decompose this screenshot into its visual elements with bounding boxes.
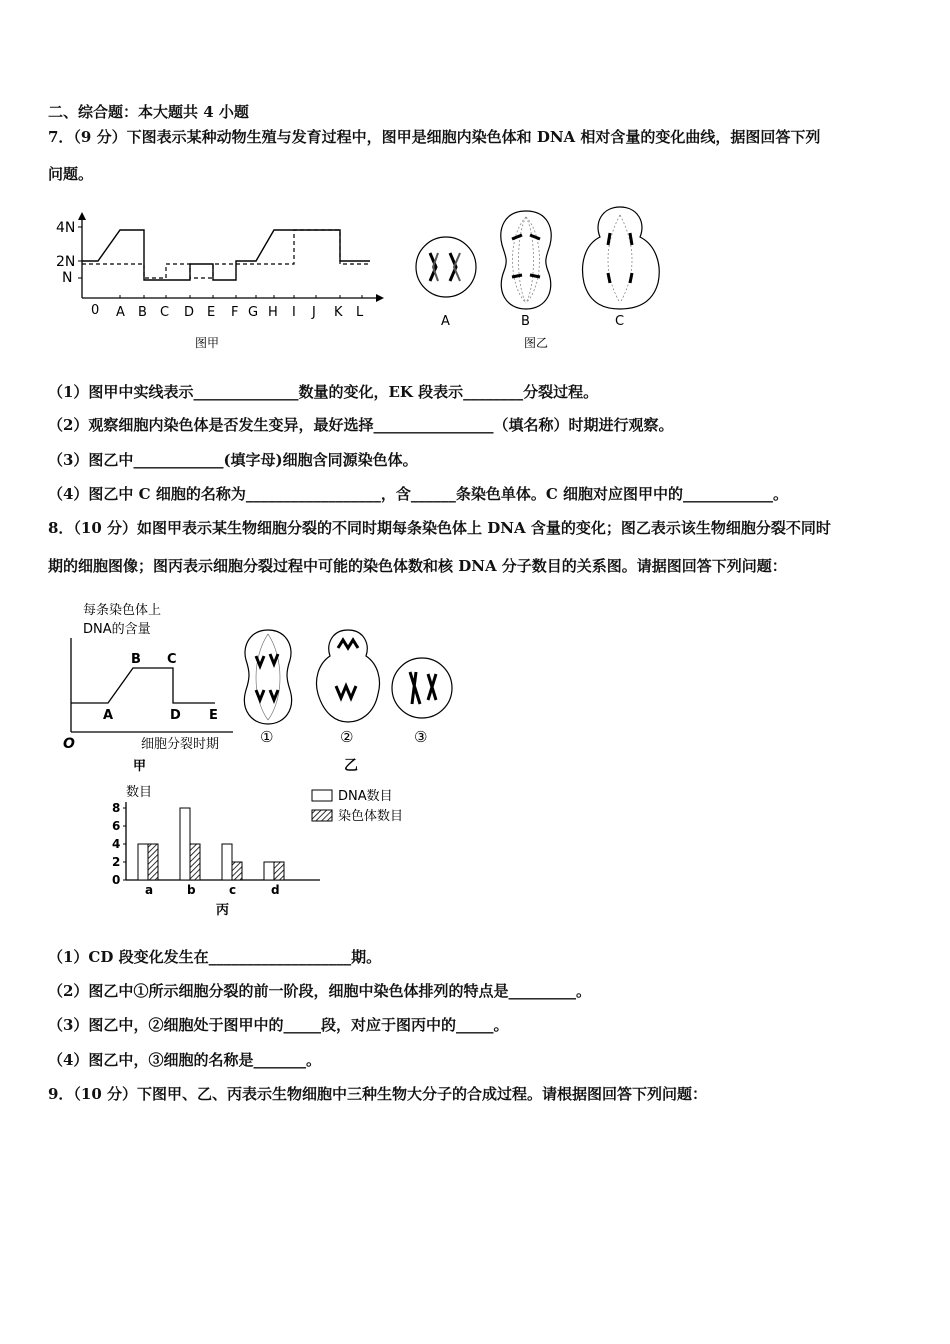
- point-label-c: C: [167, 652, 177, 667]
- q7-sub-4: （4）图乙中 C 细胞的名称为__________________，含______条染色单体。C 细胞对应图甲中的____________。: [48, 485, 788, 503]
- q8-figure-jia: [55, 596, 245, 776]
- legend-swatch-dna: [312, 790, 332, 801]
- bar-d-chromosome: [274, 862, 284, 880]
- q7-intro-line-2: 问题。: [48, 165, 94, 183]
- cell-3-drawing: [392, 658, 452, 718]
- x-label-g: G: [248, 305, 259, 320]
- cell-a-drawing: [416, 237, 476, 297]
- x-title: 细胞分裂时期: [141, 737, 220, 752]
- q7-figure-jia: [50, 210, 390, 355]
- x-label-e: E: [207, 305, 216, 320]
- cell-label-c: C: [615, 314, 625, 329]
- chart-y-title: 数目: [126, 785, 153, 800]
- q8-intro-line-2: 期的细胞图像；图丙表示细胞分裂过程中可能的染色体数和核 DNA 分子数目的关系图。请据图回答下列问题：: [48, 557, 787, 575]
- fig-caption-jia: 图甲: [195, 336, 220, 350]
- q8-sub-3: （3）图乙中，②细胞处于图甲中的_____段，对应于图丙中的_____。: [48, 1016, 509, 1034]
- q7-sub-2: （2）观察细胞内染色体是否发生变异，最好选择________________（填名称）时期进行观察。: [48, 416, 674, 434]
- point-label-b: B: [131, 652, 141, 667]
- bar-a-dna: [138, 844, 148, 880]
- q8-sub-4: （4）图乙中，③细胞的名称是_______。: [48, 1051, 321, 1069]
- chart-caption-bing: 丙: [216, 903, 230, 918]
- fig-caption-yi: 乙: [344, 758, 358, 774]
- point-label-d: D: [170, 708, 181, 723]
- fig-caption-jia: 甲: [133, 759, 147, 774]
- q8-sub-1: （1）CD 段变化发生在___________________期。: [48, 948, 382, 966]
- cell-b-drawing: [501, 211, 551, 309]
- y-tick-label: 0: [112, 873, 121, 887]
- x-label-i: I: [292, 305, 296, 320]
- x-category-label-c: c: [229, 883, 237, 897]
- bar-b-chromosome: [190, 844, 200, 880]
- x-label-b: B: [138, 305, 147, 320]
- q9-intro: 9．（10 分）下图甲、乙、丙表示生物细胞中三种生物大分子的合成过程。请根据图回答下列问题：: [48, 1085, 708, 1103]
- cell-label-a: A: [441, 314, 450, 329]
- cell-1-drawing: [244, 630, 291, 724]
- y-tick-label: 8: [112, 801, 121, 815]
- y-title-line-2: DNA的含量: [83, 622, 151, 637]
- x-axis-arrow-icon: [376, 294, 384, 302]
- x-category-label-d: d: [271, 883, 280, 897]
- cell-c-drawing: [583, 207, 660, 309]
- cell-label-3: ③: [414, 728, 428, 746]
- legend-label-chromosome: 染色体数目: [338, 809, 404, 824]
- x-label-j: J: [312, 305, 316, 320]
- bar-d-dna: [264, 862, 274, 880]
- q7-sub-3: （3）图乙中____________(填字母)细胞含同源染色体。: [48, 451, 418, 469]
- q7-sub-1: （1）图甲中实线表示______________数量的变化，EK 段表示________分裂过程。: [48, 383, 599, 401]
- dashed-curve: [82, 230, 370, 278]
- legend-swatch-chromosome: [312, 810, 332, 821]
- x-label-a: A: [116, 305, 125, 320]
- origin-label: O: [63, 736, 75, 752]
- q7-figure-yi: [408, 205, 668, 355]
- legend-label-dna: DNA数目: [338, 789, 393, 804]
- point-label-e: E: [209, 708, 218, 723]
- x-label-c: C: [160, 305, 170, 320]
- bar-a-chromosome: [148, 844, 158, 880]
- y-label-4n: 4N: [56, 220, 76, 236]
- bar-b-dna: [180, 808, 190, 880]
- solid-curve: [82, 230, 370, 280]
- y-tick-label: 4: [112, 837, 121, 851]
- point-label-a: A: [103, 708, 114, 723]
- x-label-d: D: [184, 305, 195, 320]
- q8-intro-line-1: 8．（10 分）如图甲表示某生物细胞分裂的不同时期每条染色体上 DNA 含量的变化；图乙表示该生物细胞分裂不同时: [48, 519, 831, 537]
- cell-2-drawing: [317, 630, 380, 722]
- cell-label-b: B: [521, 314, 530, 329]
- bar-c-dna: [222, 844, 232, 880]
- y-title-line-1: 每条染色体上: [83, 603, 162, 618]
- q8-figure-bing-chart: [100, 776, 430, 921]
- q8-figure-yi: [238, 628, 468, 778]
- section-title: 二、综合题：本大题共 4 小题: [48, 103, 249, 121]
- x-label-0: 0: [91, 303, 100, 318]
- q8-sub-2: （2）图乙中①所示细胞分裂的前一阶段，细胞中染色体排列的特点是_________。: [48, 982, 591, 1000]
- x-category-label-b: b: [187, 883, 196, 897]
- fig-caption-yi: 图乙: [524, 336, 549, 350]
- y-tick-label: 2: [112, 855, 121, 869]
- dna-curve: [71, 668, 215, 703]
- x-category-label-a: a: [145, 883, 154, 897]
- y-label-n: N: [62, 270, 73, 286]
- x-label-f: F: [231, 305, 239, 320]
- y-axis-arrow-icon: [78, 212, 86, 220]
- y-label-2n: 2N: [56, 254, 76, 270]
- q7-intro-line-1: 7．（9 分）下图表示某种动物生殖与发育过程中，图甲是细胞内染色体和 DNA 相对含量的变化曲线，据图回答下列: [48, 128, 821, 146]
- x-label-l: L: [356, 305, 364, 320]
- cell-label-1: ①: [260, 728, 274, 746]
- x-label-k: K: [334, 305, 343, 320]
- y-tick-label: 6: [112, 819, 121, 833]
- bar-c-chromosome: [232, 862, 242, 880]
- cell-label-2: ②: [340, 728, 354, 746]
- x-label-h: H: [268, 305, 278, 320]
